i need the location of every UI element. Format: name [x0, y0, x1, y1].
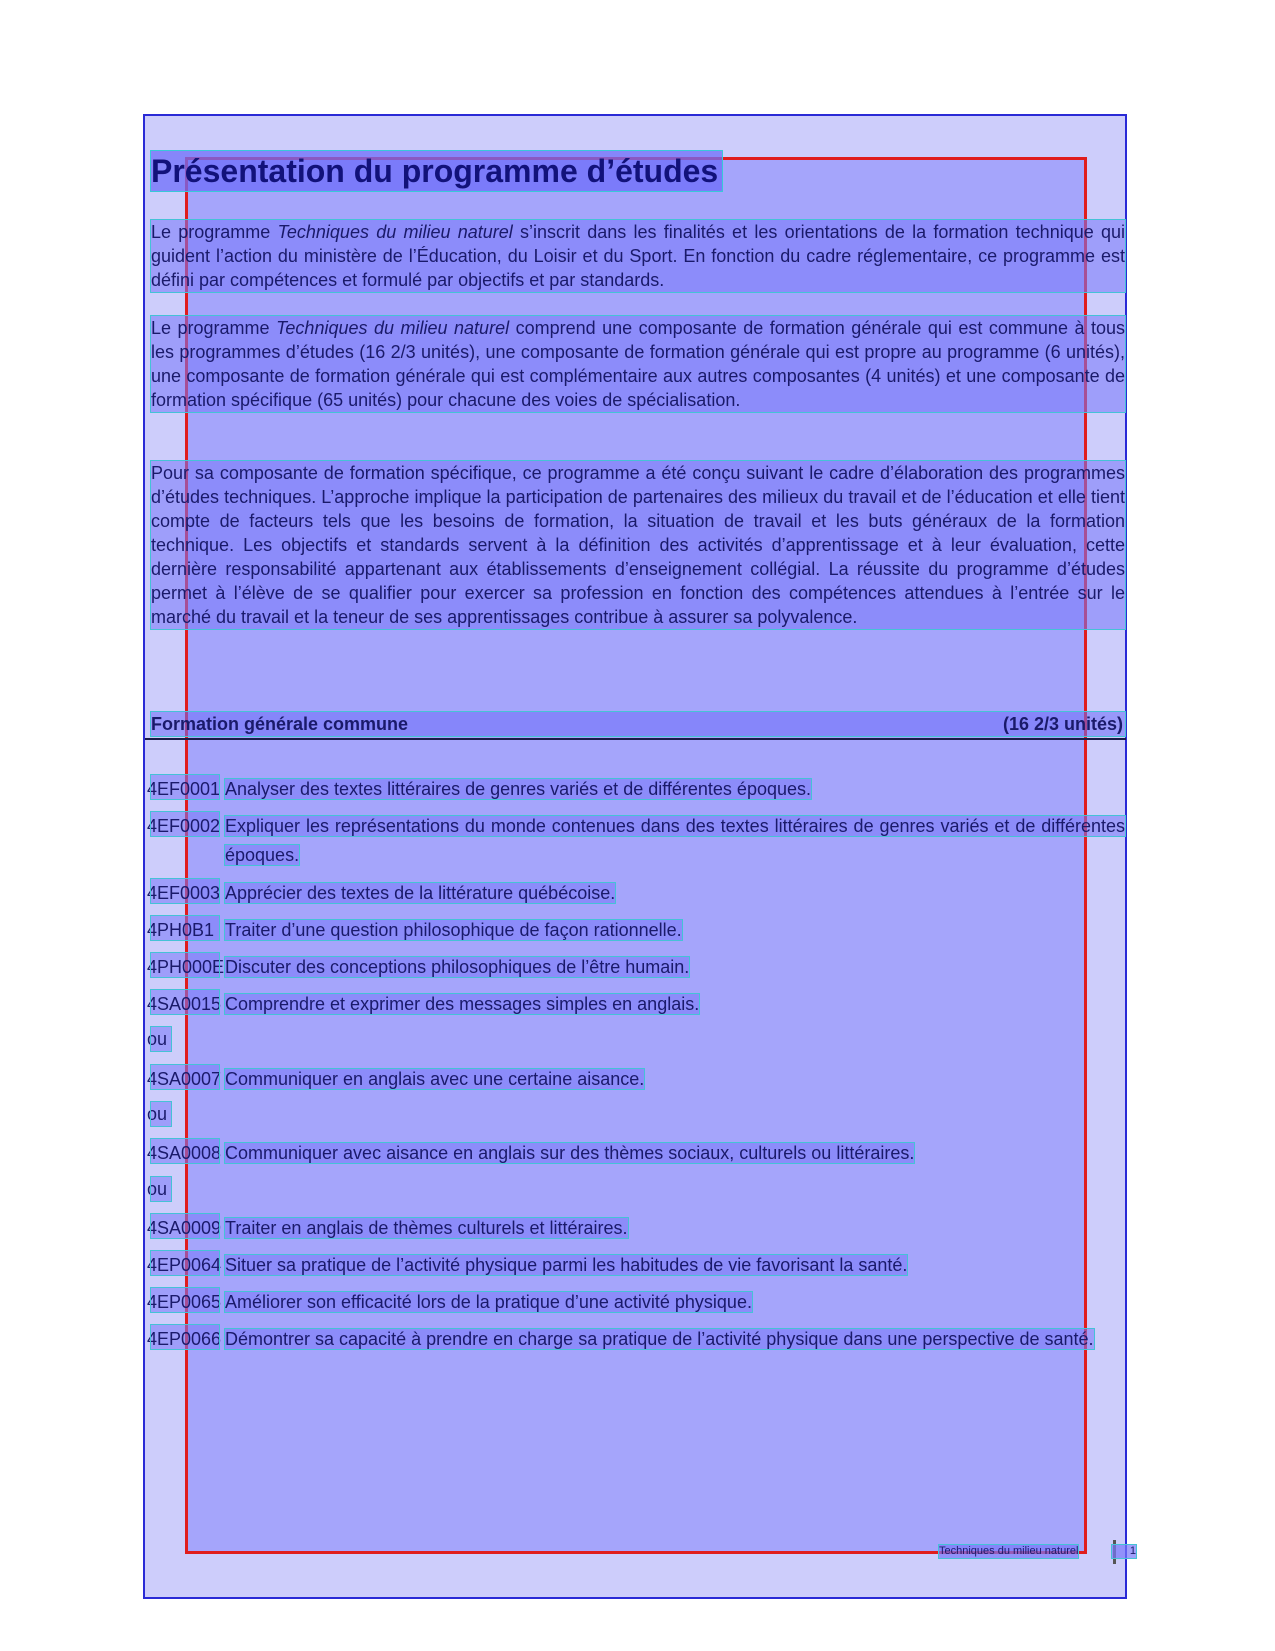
course-code: 4SA0007 — [151, 1065, 219, 1089]
course-description: Discuter des conceptions philosophiques de l’être humain. — [225, 957, 690, 977]
or-separator: ou — [151, 1177, 171, 1201]
program-name-italic: Techniques du milieu naturel — [276, 318, 510, 338]
course-description: Analyser des textes littéraires de genres variés et de différentes époques. — [225, 779, 812, 799]
course-description: Traiter en anglais de thèmes culturels et littéraires. — [225, 1218, 628, 1238]
course-code: 4EF0001 — [151, 775, 219, 799]
intro-paragraph-1-text: Le programme Techniques du milieu naturel s’inscrit dans les finalités et les orientations de la formation technique qui guident l’action du ministère de l’Éducation, du Loisir et du Sport. En fonction du cadre réglementaire, ce programme est défini par compétences et formulé par objectifs et par standards. — [151, 222, 1125, 290]
footer-program-name: Techniques du milieu naturel — [939, 1545, 1079, 1557]
course-description: Comprendre et exprimer des messages simples en anglais. — [225, 994, 700, 1014]
intro-paragraph-2 — [151, 316, 1125, 412]
course-code: 4EF0003 — [151, 879, 219, 903]
section-divider — [145, 738, 1126, 740]
course-code: 4PH0B1 — [151, 916, 219, 940]
course-description: Améliorer son efficacité lors de la pratique d’une activité physique. — [225, 1292, 752, 1312]
course-description: Situer sa pratique de l’activité physique parmi les habitudes de vie favorisant la santé. — [225, 1255, 908, 1275]
intro-paragraph-2-text: Le programme Techniques du milieu naturel comprend une composante de formation générale qui est commune à tous les programmes d’études (16 2/3 unités), une composante de formation générale qui est propre au programme (6 unités), une composante de formation générale qui est complémentaire aux autres composantes (4 unités) et une composante de formation spécifique (65 unités) pour chacune des voies de spécialisation. — [151, 318, 1125, 410]
footer-page-number: 1 — [1112, 1545, 1136, 1558]
course-code: 4EF0002 — [151, 812, 219, 836]
section-heading-title: Formation générale commune — [151, 714, 409, 734]
course-description: Apprécier des textes de la littérature québécoise. — [225, 883, 616, 903]
course-description: Traiter d’une question philosophique de façon rationnelle. — [225, 920, 682, 940]
course-code: 4PH000E — [151, 953, 219, 977]
or-separator: ou — [151, 1102, 171, 1126]
course-description: Démontrer sa capacité à prendre en charge sa pratique de l’activité physique dans une perspective de santé. — [225, 1329, 1094, 1349]
section-heading — [151, 712, 1125, 736]
page-title: Présentation du programme d’études — [151, 151, 722, 191]
or-separator: ou — [151, 1027, 171, 1051]
course-code: 4EP0065 — [151, 1288, 219, 1312]
program-name-italic: Techniques du milieu naturel — [277, 222, 513, 242]
intro-paragraph-3 — [151, 461, 1125, 629]
intro-paragraph-3-text: Pour sa composante de formation spécifique, ce programme a été conçu suivant le cadre d’élaboration des programmes d’études techniques. L’approche implique la participation de partenaires des milieux du travail et de l’éducation et elle tient compte de facteurs tels que les besoins de formation, la situation de travail et les buts généraux de la formation technique. Les objectifs et standards servent à la définition des activités d’apprentissage et à leur évaluation, cette dernière responsabilité appartenant aux établissements d’enseignement collégial. La réussite du programme d’études permet à l’élève de se qualifier pour exercer sa profession en fonction des compétences attendues à l’entrée sur le marché du travail et la teneur de ses apprentissages contribue à assurer sa polyvalence. — [151, 463, 1125, 627]
course-code: 4EP0064 — [151, 1251, 219, 1275]
course-description: Communiquer avec aisance en anglais sur des thèmes sociaux, culturels ou littéraires. — [225, 1143, 915, 1163]
section-heading-units: (16 2/3 unités) — [1002, 714, 1123, 734]
course-description: Expliquer les représentations du monde contenues dans des textes littéraires de genres variés et de différentes époques. — [225, 816, 1125, 865]
course-code: 4SA0008 — [151, 1139, 219, 1163]
course-description: Communiquer en anglais avec une certaine aisance. — [225, 1069, 645, 1089]
course-code: 4EP0066 — [151, 1325, 219, 1349]
course-code: 4SA0009 — [151, 1214, 219, 1238]
intro-paragraph-1 — [151, 220, 1125, 292]
course-code: 4SA0015 — [151, 990, 219, 1014]
